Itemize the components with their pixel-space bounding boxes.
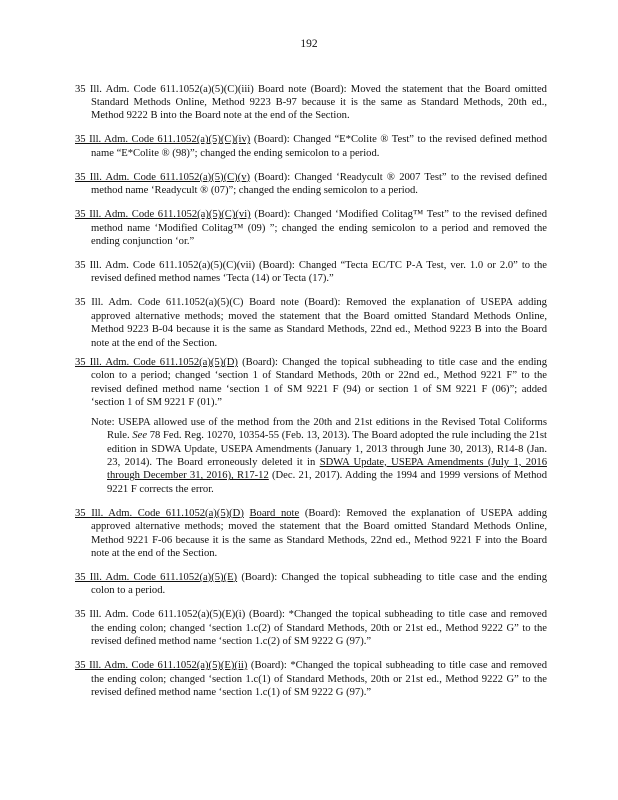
entry-3 bbox=[75, 171, 547, 198]
page-number: 192 bbox=[300, 38, 318, 50]
entry-6-text: Board note (Board): Removed the explanation of USEPA adding approved alternative methods; moved the statement that the Board omitted Standard Methods Online, Method 9223 B-04 because it is the same as Standard Methods, 22nd ed., Method 9223 B into the Board note at the end of the Section. bbox=[91, 297, 547, 349]
entry-5-text: (Board): Changed “Tecta EC/TC P-A Test, ver. 1.0 or 2.0” to the revised defined method names ‘Tecta (14) or Tecta (17).” bbox=[91, 260, 547, 285]
entries-list bbox=[75, 72, 547, 705]
entry-4 bbox=[75, 208, 547, 248]
entry-2 bbox=[75, 133, 547, 160]
note-underlined: SDWA Update, USEPA Amendments (July 1, 2016 through December 31, 2016), R17-12 bbox=[107, 456, 547, 482]
entry-4-text: (Board): Changed ‘Modified Colitag™ Test” to the revised defined method name ‘Modified Colitag™ (09) ”; changed the ending semicolon to a period and removed the ending conjunction ‘or.” bbox=[91, 209, 547, 248]
entry-10-text: (Board): *Changed the topical subheading to title case and removed the ending colon; changed ‘section 1.c(2) of Standard Methods, 20th or 21st ed., Method 9222 G” to the revised defined method name ‘section 1.c(2) of SM 9222 G (97).” bbox=[91, 609, 547, 648]
entry-5 bbox=[75, 259, 547, 286]
entry-11-text: (Board): *Changed the topical subheading to title case and removed the ending colon; changed ‘section 1.c(1) of Standard Methods, 20th or 21st ed., Method 9222 G” to the revised defined method name ‘section 1.c(1) of SM 9222 G (97).” bbox=[91, 660, 547, 698]
entry-8-ref-extra: Board note bbox=[249, 507, 300, 519]
entry-4-ref: 35 Ill. Adm. Code 611.1052(a)(5)(C)(vi) bbox=[75, 209, 251, 221]
entry-11-ref: 35 Ill. Adm. Code 611.1052(a)(5)(E)(ii) bbox=[75, 660, 248, 672]
entry-9-text: (Board): Changed the topical subheading to title case and the ending colon to a period. bbox=[91, 571, 547, 597]
note-see: See bbox=[132, 430, 148, 442]
entry-3-ref: 35 Ill. Adm. Code 611.1052(a)(5)(C)(v) bbox=[75, 171, 251, 183]
entry-2-text: (Board): Changed “E*Colite ® Test” to the revised defined method name “E*Colite ® (98)”; changed the ending semicolon to a period. bbox=[91, 134, 547, 159]
entry-11 bbox=[75, 659, 547, 699]
entry-8-ref: 35 Ill. Adm. Code 611.1052(a)(5)(D) bbox=[75, 507, 244, 519]
entry-2-ref: 35 Ill. Adm. Code 611.1052(a)(5)(C)(iv) bbox=[75, 134, 251, 146]
entry-1-text: Board note (Board): Moved the statement that the Board omitted Standard Methods Online, Method 9223 B-97 because it is the same as Standard Methods, 20th ed., Method 9222 B into the Board note at the end of the Section. bbox=[91, 83, 547, 122]
entry-9-ref: 35 Ill. Adm. Code 611.1052(a)(5)(E) bbox=[75, 571, 238, 583]
entry-7-ref: 35 Ill. Adm. Code 611.1052(a)(5)(D) bbox=[75, 357, 238, 369]
entry-1-ref: 35 Ill. Adm. Code 611.1052(a)(5)(C)(iii) bbox=[75, 83, 254, 95]
entry-8 bbox=[75, 507, 547, 561]
entry-8-text: (Board): Removed the explanation of USEPA adding approved alternative methods; moved the statement that the Board omitted Standard Methods Online, Method 9221 F-06 because it is the same as Standard Methods, 22nd ed., Method 9221 F into the Board note at the end of the Section. bbox=[91, 507, 547, 559]
entry-10-ref: 35 Ill. Adm. Code 611.1052(a)(5)(E)(i) bbox=[75, 609, 246, 621]
entry-7-text: (Board): Changed the topical subheading to title case and the ending colon to a period; changed ‘section 1 of Standard Methods, 20th or 22nd ed., Method 9221 F” to the revised defined method name ‘section 1 of SM 9221 F (94) or section 1 of SM 9221 F (06)”; added ‘section 1 of SM 9221 F (01).” bbox=[91, 357, 547, 409]
entry-9 bbox=[75, 571, 547, 598]
entry-6 bbox=[75, 296, 547, 350]
entry-7-note bbox=[91, 416, 547, 496]
entry-6-ref: 35 Ill. Adm. Code 611.1052(a)(5)(C) bbox=[75, 297, 244, 309]
entry-10 bbox=[75, 608, 547, 648]
entry-3-text: (Board): Changed ‘Readycult ® 2007 Test” to the revised defined method name ‘Readycult ® (07)”; changed the ending semicolon to a period. bbox=[91, 171, 547, 197]
note-part3: (Dec. 21, 2017). Adding the 1994 and 1999 versions of Method 9221 F corrects the error. bbox=[107, 470, 547, 495]
note-part2: 78 Fed. Reg. 10270, 10354-55 (Feb. 13, 2013). The Board adopted the rule including the 21st edition in SDWA Update, USEPA Amendments (January 1, 2013 through June 30, 2013), R14-8 (Jan. 23, 2014). The Board erroneously deleted it in bbox=[107, 430, 547, 468]
note-part1: Note: USEPA allowed use of the method from the 20th and 21st editions in the Revised Total Coliforms Rule. bbox=[91, 416, 547, 442]
entry-7 bbox=[75, 356, 547, 496]
entry-1 bbox=[75, 83, 547, 123]
entry-5-ref: 35 Ill. Adm. Code 611.1052(a)(5)(C)(vii) bbox=[75, 260, 255, 272]
